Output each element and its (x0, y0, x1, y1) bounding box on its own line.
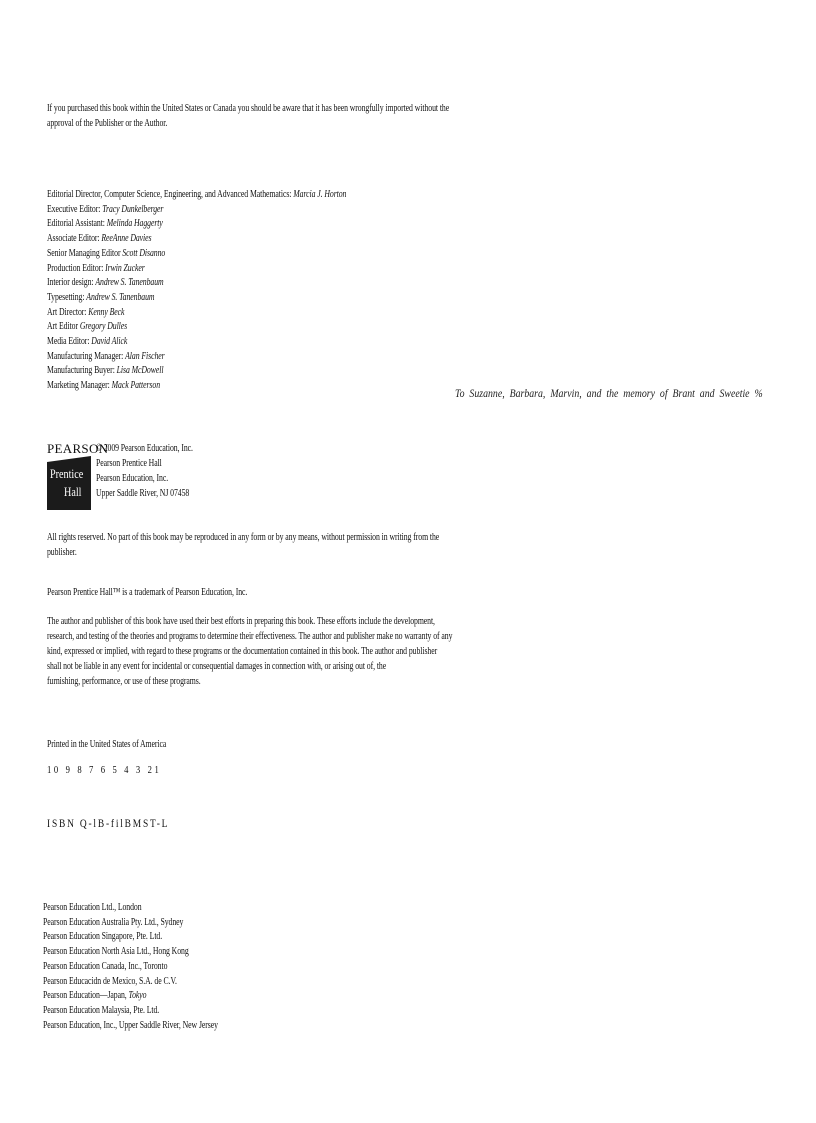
credit-role: Manufacturing Manager: (47, 350, 124, 362)
disclaimer-line: furnishing, performance, or use of these programs. (47, 676, 201, 687)
office-text: Pearson Educacidn de Mexico, S.A. de C.V. (43, 975, 177, 987)
credit-name: Gregory Dulles (79, 321, 128, 333)
credit-role: Editorial Assistant: (47, 218, 105, 230)
credit-line (47, 306, 346, 321)
import-notice (47, 101, 449, 131)
credit-name: Andrew S. Tanenbaum (86, 291, 155, 303)
credit-role: Typesetting: (47, 291, 85, 303)
credit-name: Mack Patterson (111, 380, 161, 392)
disclaimer-line: The author and publisher of this book have used their best efforts in preparing this book. These efforts include the development, (47, 616, 435, 627)
printed-line: Printed in the United States of America (47, 739, 167, 750)
credit-name: Scott Disanno (122, 247, 166, 259)
credit-line (47, 217, 346, 232)
credit-line (47, 335, 346, 350)
credit-line (47, 379, 346, 394)
credit-name: Marcia J. Horton (293, 189, 347, 200)
office-text: Pearson Education Malaysia, Pte. Ltd. (43, 1004, 160, 1016)
publisher-line: Pearson Education, Inc. (96, 473, 169, 484)
credit-role: Media Editor: (47, 336, 90, 348)
credit-role: Executive Editor: (47, 203, 101, 215)
international-offices (43, 901, 218, 1033)
credit-name: Lisa McDowell (116, 365, 164, 377)
prentice-hall-logo-line: Prentice (50, 466, 84, 481)
credit-role: Senior Managing Editor (47, 247, 121, 259)
printed-in (47, 737, 166, 752)
credit-name: Irwin Zucker (105, 262, 145, 274)
isbn: ISBN Q-lB-filBMST-L (47, 818, 170, 830)
credit-line (47, 291, 346, 306)
office-text: Pearson Education Ltd., London (43, 902, 142, 913)
prentice-hall-logo-icon (47, 462, 91, 510)
disclaimer (47, 614, 452, 689)
credit-line (47, 276, 346, 291)
credit-role: Associate Editor: (47, 233, 100, 245)
office-line (43, 989, 218, 1004)
import-notice-line: approval of the Publisher or the Author. (47, 118, 168, 129)
credit-name: Alan Fischer (125, 350, 165, 362)
publisher-address (96, 441, 193, 501)
credit-name: Kenny Beck (88, 306, 125, 318)
office-text: Pearson Education—Japan, (43, 990, 129, 1002)
trademark-notice (47, 585, 247, 600)
credit-role: Manufacturing Buyer: (47, 365, 115, 377)
trademark-line: Pearson Prentice Hall™ is a trademark of Pearson Education, Inc. (47, 587, 248, 598)
credit-line (47, 232, 346, 247)
credit-line (47, 364, 346, 379)
prentice-hall-logo-line: Hall (64, 484, 82, 499)
disclaimer-line: shall not be liable in any event for incidental or consequential damages in connection with, or arising out of, the (47, 661, 387, 672)
office-line (43, 945, 218, 960)
office-line (43, 930, 218, 945)
rights-reserved (47, 530, 439, 560)
publisher-line: © 2009 Pearson Education, Inc. (96, 443, 193, 454)
credits-list (47, 188, 346, 394)
office-line (43, 901, 218, 916)
credit-line (47, 188, 346, 203)
credit-line (47, 247, 346, 262)
credit-line (47, 262, 346, 277)
rights-line: publisher. (47, 547, 77, 558)
credit-line (47, 203, 346, 218)
office-line (43, 1004, 218, 1019)
credit-name: Andrew S. Tanenbaum (95, 277, 164, 289)
credit-line (47, 350, 346, 365)
office-line (43, 975, 218, 990)
office-line (43, 916, 218, 931)
credit-line (47, 320, 346, 335)
office-line (43, 1019, 218, 1034)
office-text: Pearson Education North Asia Ltd., Hong Kong (43, 946, 189, 958)
credit-name: ReeAnne Davies (101, 233, 152, 245)
rights-line: All rights reserved. No part of this book may be reproduced in any form or by any means, without permission in writing from the (47, 532, 440, 543)
credit-name: Melinda Haggerty (106, 218, 163, 230)
disclaimer-line: kind, expressed or implied, with regard to these programs or the documentation contained in this book. The author and publisher (47, 646, 438, 657)
office-text: Pearson Education Australia Pty. Ltd., Sydney (43, 916, 184, 928)
office-line (43, 960, 218, 975)
print-number-line: 10 9 8 7 6 5 4 3 21 (47, 765, 162, 776)
credit-name: Tracy Dunkelberger (102, 203, 164, 215)
office-text: Pearson Education Canada, Inc., Toronto (43, 960, 168, 972)
publisher-line: Upper Saddle River, NJ 07458 (96, 488, 190, 499)
import-notice-line: If you purchased this book within the United States or Canada you should be aware that it has been wrongfully imported without the (47, 103, 450, 114)
credit-role: Marketing Manager: (47, 380, 110, 392)
office-city: Tokyo (128, 990, 147, 1002)
credit-role: Interior design: (47, 277, 94, 289)
pearson-wordmark: PEARSON (47, 441, 109, 456)
office-text: Pearson Education, Inc., Upper Saddle River, New Jersey (43, 1019, 218, 1031)
credit-role: Art Director: (47, 306, 87, 318)
disclaimer-line: research, and testing of the theories and programs to determine their effectiveness. The author and publisher make no warranty of any (47, 631, 453, 642)
credit-role: Art Editor (47, 321, 78, 333)
dedication: To Suzanne, Barbara, Marvin, and the memory of Brant and Sweetie % (455, 386, 763, 400)
credit-role: Editorial Director, Computer Science, Engineering, and Advanced Mathematics: (47, 189, 292, 200)
credit-name: David Alick (91, 336, 128, 348)
credit-role: Production Editor: (47, 262, 104, 274)
publisher-line: Pearson Prentice Hall (96, 458, 162, 469)
office-text: Pearson Education Singapore, Pte. Ltd. (43, 931, 163, 943)
